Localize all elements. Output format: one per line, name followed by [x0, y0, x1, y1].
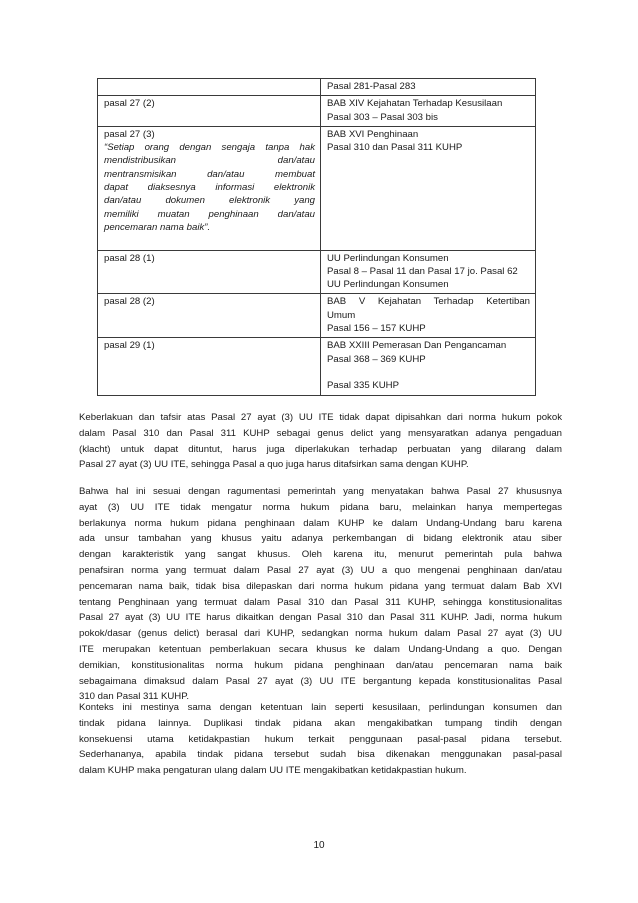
law-comparison-table	[97, 78, 536, 396]
text-line: tentang Penghinaan yang termuat dalam Pasal 310 dan Pasal 311 KUHP, sehingga konstitusionalitas	[79, 596, 562, 608]
table-row	[98, 338, 536, 395]
cell-line: pasal 28 (2)	[104, 296, 155, 308]
cell-line: Pasal 8 – Pasal 11 dan Pasal 17 jo. Pasal 62	[327, 265, 518, 277]
cell-line: BAB V Kejahatan Terhadap Ketertiban	[327, 296, 530, 308]
text-line: 310 dan Pasal 311 KUHP.	[79, 691, 190, 703]
table-cell-kuhp	[321, 338, 536, 395]
text-line: dalam KUHP maka pengaturan ulang dalam UU ITE mengakibatkan ketidakpastian hukum.	[79, 765, 467, 777]
text-line: konsekuensi utama ketidakpastian hukum terkait penggunaan pasal-pasal pidana tersebut.	[79, 733, 562, 745]
text-line: penafsiran norma yang termuat dalam Pasal 27 ayat (3) UU a quo mengenai penghinaan dan/atau	[79, 564, 562, 576]
cell-line: pasal 27 (3)	[104, 128, 155, 140]
table-cell-uu-ite	[98, 294, 321, 338]
table-cell-kuhp	[321, 96, 536, 127]
text-line: (klacht) untuk dapat dituntut, harus juga diperlakukan terhadap perbuatan yang dilarang dalam	[79, 443, 562, 455]
text-line: Bahwa hal ini sesuai dengan ragumentasi pemerintah yang menyatakan bahwa Pasal 27 khususnya	[79, 486, 562, 497]
cell-line: Pasal 335 KUHP	[327, 380, 399, 392]
table-cell-uu-ite	[98, 126, 321, 250]
cell-line: pasal 29 (1)	[104, 340, 155, 352]
quoted-norm-line: pencemaran nama baik”.	[104, 221, 211, 233]
quoted-norm-line: memiliki muatan penghinaan dan/atau	[104, 208, 315, 220]
table-cell-uu-ite	[98, 250, 321, 294]
table-cell-kuhp	[321, 126, 536, 250]
table-cell-uu-ite	[98, 338, 321, 395]
text-line: demikian, konstitusionalitas norma hukum pidana penghinaan dan/atau pencemaran nama baik	[79, 659, 562, 671]
cell-line: Pasal 303 – Pasal 303 bis	[327, 111, 438, 123]
text-line: Pasal 27 ayat (3) UU ITE harus dikaitkan dengan Pasal 310 dan Pasal 311 KUHP. Jadi, norma hukum	[79, 612, 562, 624]
text-line: pokok/dasar (genus delict) berasal dari KUHP, sedangkan norma hukum dalam Pasal 27 ayat (3) UU	[79, 628, 562, 640]
quoted-norm-line: “Setiap orang dengan sengaja tanpa hak	[104, 142, 315, 154]
table-row	[98, 294, 536, 338]
quoted-norm-line: dapat diaksesnya informasi elektronik	[104, 182, 315, 194]
text-line: Konteks ini mestinya sama dengan ketentuan lain seperti kesusilaan, perlindungan konsumen dan	[79, 702, 562, 713]
cell-line: pasal 28 (1)	[104, 252, 155, 264]
cell-line: Pasal 156 – 157 KUHP	[327, 323, 426, 335]
cell-line	[327, 366, 530, 379]
cell-line: BAB XIV Kejahatan Terhadap Kesusilaan	[327, 98, 503, 110]
table-cell-kuhp	[321, 250, 536, 294]
cell-line: pasal 27 (2)	[104, 98, 155, 110]
page-number: 10	[313, 840, 325, 851]
body-paragraph	[79, 410, 562, 473]
table-cell-uu-ite	[98, 96, 321, 127]
text-line: Pasal 27 ayat (3) UU ITE, sehingga Pasal a quo juga harus ditafsirkan sama dengan KUHP.	[79, 459, 469, 471]
table-cell-kuhp	[321, 294, 536, 338]
cell-line: BAB XVI Penghinaan	[327, 128, 419, 140]
table-cell-uu-ite	[98, 79, 321, 96]
text-line: dengan karakteristik yang sangat khusus. Oleh karena itu, menurut pemerintah pula bahwa	[79, 549, 562, 561]
body-paragraph	[79, 484, 562, 705]
text-line: sebagaimana dimaksud dalam Pasal 27 ayat (3) UU ITE bergantung kepada konstitusionalitas Pasal	[79, 675, 562, 687]
cell-line: UU Perlindungan Konsumen	[327, 279, 449, 291]
cell-line: UU Perlindungan Konsumen	[327, 252, 449, 264]
cell-line: Umum	[327, 309, 356, 321]
table-cell-kuhp	[321, 79, 536, 96]
text-line: Keberlakuan dan tafsir atas Pasal 27 ayat (3) UU ITE tidak dapat dipisahkan dari norma hukum pokok	[79, 412, 562, 423]
table-row	[98, 79, 536, 96]
cell-line: BAB XXIII Pemerasan Dan Pengancaman	[327, 340, 507, 352]
text-line: ada unsur tambahan yang khusus yaitu adanya perkembangan di bidang elektronik atau siber	[79, 533, 562, 545]
text-line: pencemaran nama baik, tidak bisa dilepaskan dari norma hukum pidana yang termuat dalam Bab XVI	[79, 580, 562, 592]
text-line: berlakunya norma hukum pidana penghinaan dalam KUHP ke dalam Undang-Undang baru karena	[79, 517, 562, 529]
cell-line: Pasal 281-Pasal 283	[327, 81, 416, 92]
quoted-norm-line: mendistribusikan dan/atau	[104, 155, 315, 167]
text-line: dalam Pasal 310 dan Pasal 311 KUHP sebagai genus delict yang mensyaratkan adanya pengaduan	[79, 427, 562, 439]
table-row	[98, 250, 536, 294]
quoted-norm-line: mentransmisikan dan/atau membuat	[104, 168, 315, 180]
cell-line: Pasal 310 dan Pasal 311 KUHP	[327, 142, 463, 154]
body-paragraph	[79, 700, 562, 779]
quoted-norm-line: dan/atau dokumen elektronik yang	[104, 195, 315, 207]
table-row	[98, 96, 536, 127]
table-row	[98, 126, 536, 250]
text-line: Sederhananya, apabila tindak pidana tersebut sudah bisa dikenakan menggunakan pasal-pasal	[79, 749, 562, 761]
text-line: ayat (3) UU ITE tidak mengatur norma hukum pidana baru, melainkan hanya mempertegas	[79, 501, 562, 513]
cell-line: Pasal 368 – 369 KUHP	[327, 353, 426, 365]
cell-spacer	[104, 234, 315, 247]
text-line: tindak pidana lainnya. Duplikasi tindak pidana akan mengakibatkan tumpang tindih dengan	[79, 717, 562, 729]
text-line: ITE merupakan ketentuan pemberlakuan secara khusus ke dalam Undang-Undang a quo. Dengan	[79, 643, 562, 655]
